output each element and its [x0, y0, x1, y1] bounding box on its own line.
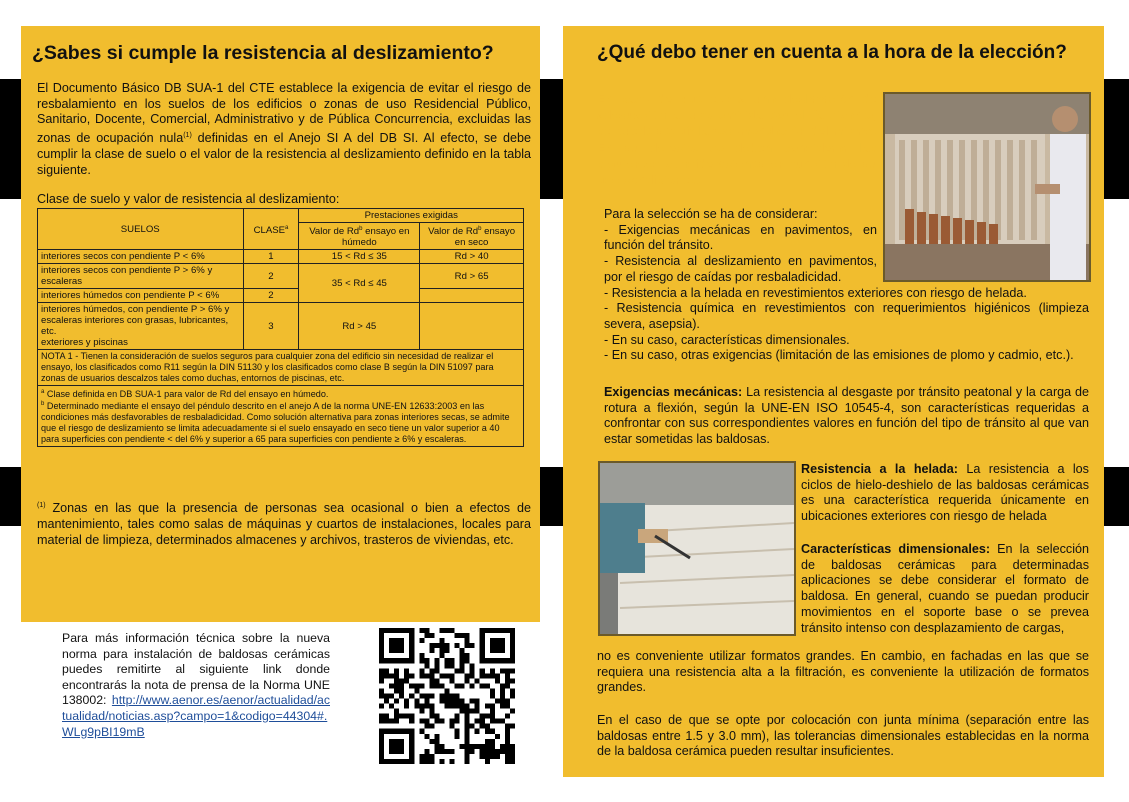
table-row: interiores húmedos, con pendiente P > 6% y escaleras interiores con grasas, lubricantes, etc. exteriores y piscinas 3 Rd > 45 [38, 303, 524, 350]
joint-section: En el caso de que se opte por colocación con junta mínima (separación entre las baldosas entre 1.5 y 3.0 mm), las tolerancias dimensionales establecidas en la norma de la baldosa cerámica pueden resultar insuficientes. [597, 713, 1089, 759]
mechanical-section: Exigencias mecánicas: La resistencia al desgaste por tránsito peatonal y la carga de rotura a flexión, según la UNE-EN ISO 10545-4, son características requeridas a confrontar con sus correspondientes valores en función del tipo de tránsito al que van estar sometidas las baldosas. [604, 385, 1089, 447]
left-footnote: $^{(1)}$ Zonas en las que la presencia de personas sea ocasional o bien a efectos de mantenimiento, tales como salas de máquinas y cuartos de instalaciones, locales para material de limpieza, determinados almacenes y archivos, trasteros de viviendas, etc. [37, 501, 531, 547]
selection-list: Para la selección se ha de considerar: - Exigencias mecánicas en pavimentos, en función del tránsito. - Resistencia al deslizamiento en pavimentos, por el riesgo de caídas por resbaladicidad. - Resistencia a la helada en revestimientos exteriores con riesgo de helada. - Resistencia química en revestimientos con requerimientos higiénicos (limpieza severa, asepsia). - En su caso, características dimensionales. - En su caso, otras exigencias (limitación de las emisiones de plomo y cadmio, etc.). [604, 207, 1089, 363]
tile-cutting-photo [598, 461, 796, 636]
highlight-text: En caso de que exista una declaración de adecuación al uso emitida por el fabricante, se puede seguir la recomendación del mismo. En su defecto, se deben considerar las siguientes consideraciones en función de su uso/condiciones. [597, 92, 877, 188]
more-info-text: Para más información técnica sobre la nueva norma para instalación de baldosas cerámicas puedes remitirte al siguiente link donde encontrarás la nota de prensa de la Norma UNE 138002: http://www.aenor.es/aenor/actualidad/actualidad/noticias.asp?campo=1&codigo=44304#.WLg9pBI19mB [62, 631, 330, 739]
table-row: interiores secos con pendiente P < 6% 1 15 < Rd ≤ 35 Rd > 40 [38, 250, 524, 264]
right-title: ¿Qué debo tener en cuenta a la hora de la elección? [597, 42, 1067, 63]
aenor-link[interactable]: http://www.aenor.es/aenor/actualidad/actualidad/noticias.asp?campo=1&codigo=44304#.WLg9pBI19mB [62, 693, 330, 739]
frost-section: Resistencia a la helada: La resistencia a los ciclos de hielo-deshielo de las baldosas cerámicas es una característica requerida únicamente en ubicaciones exteriores con riesgo de helada [801, 462, 1089, 524]
left-title: ¿Sabes si cumple la resistencia al deslizamiento? [32, 42, 494, 64]
table-row: interiores secos con pendiente P > 6% y escaleras 2 35 < Rd ≤ 45 Rd > 65 [38, 264, 524, 289]
table-footnotes-row: $^a$ Clase definida en DB SUA-1 para valor de Rd del ensayo en húmedo. $^b$ Determinado mediante el ensayo del péndulo descrito en el anejo A de la norma UNE-EN 12633:2003 en las condiciones más desfavorables de resbaladicidad. Como solución alternativa para zonas interiores secas, se admite que el riesgo de deslizamiento se limita adecuadamente si el suelo ensayado en seco tiene un valor superior a 40 para superficies con pendiente < del 6% y superior a 65 para superficies con pendiente ≥ 6% y escaleras. [38, 385, 524, 446]
table-row: interiores húmedos con pendiente P < 6% 2 [38, 289, 524, 303]
table-caption: Clase de suelo y valor de resistencia al deslizamiento: [37, 192, 340, 206]
qr-code[interactable] [379, 628, 515, 764]
table-note-row: NOTA 1 - Tienen la consideración de suelos seguros para cualquier zona del edificio sin necesidad de realizar el ensayo, los clasificados como R11 según la DIN 51130 y los clasificados como clase B según la DIN 51097 para zonas de usuarios descalzos tales como duchas, entornos de piscinas, etc. [38, 350, 524, 385]
dimensional-continued: no es conveniente utilizar formatos grandes. En cambio, en fachadas en las que se requiera una resistencia alta a la filtración, es conveniente la utilización de formatos grandes. [597, 649, 1089, 695]
left-intro: El Documento Básico DB SUA-1 del CTE establece la exigencia de evitar el riesgo de resbalamiento en los suelos de los edificios o zonas de uso Residencial Público, Sanitario, Docente, Comercial, Administrativo y de Pública Concurrencia, excluidas las zonas de ocupación nula$^{(1)}$ definidas en el Anejo SI A del DB SI. Al efecto, se debe cumplir la clase de suelo o el valor de la resistencia al deslizamiento definido en la tabla siguiente. [37, 81, 531, 177]
slip-resistance-table: SUELOS CLASE$^a$ Prestaciones exigidas Valor de Rd$^b$ ensayo en húmedo Valor de Rd$^b$ ensayo en seco interiores secos con pendiente P < 6% 1 15 < Rd ≤ 35 Rd > 40 interiores secos con pendiente P > 6% y escaleras 2 35 < Rd ≤ 45 Rd > 65 interiores húmedos con pendiente P < 6% 2 interiores húmedos, con pendiente P > 6% y escaleras interiores con grasas, lubricantes, etc. exteriores y piscinas 3 Rd > 45 NOTA 1 - Tienen la consideración de suelos seguros para cualquier zona del edificio sin necesidad de realizar el ensayo, los clasificados como R11 según la DIN 51130 y los clasificados como clase B según la DIN 51097 para zonas de usuarios descalzos tales como duchas, entornos de piscinas, etc. $^a$ Clase definida en DB SUA-1 para valor de Rd del ensayo en húmedo. $^b$ Determinado mediante el ensayo del péndulo descrito en el anejo A de la norma UNE-EN 12633:2003 en las condiciones más desfavorables de resbaladicidad. Como solución alternativa para zonas interiores secas, se admite que el riesgo de deslizamiento se limita adecuadamente si el suelo ensayado en seco tiene un valor superior a 40 para superficies con pendiente < del 6% y superior a 65 para superficies con pendiente ≥ 6% y escaleras. [37, 208, 524, 447]
dimensional-section: Características dimensionales: En la selección de baldosas cerámicas para determinadas aplicaciones se debe considerar el formato de baldosa. En general, cuando se puedan producir movimientos en el soporte base o se prevea tránsito intenso con desplazamiento de cargas, [801, 542, 1089, 635]
